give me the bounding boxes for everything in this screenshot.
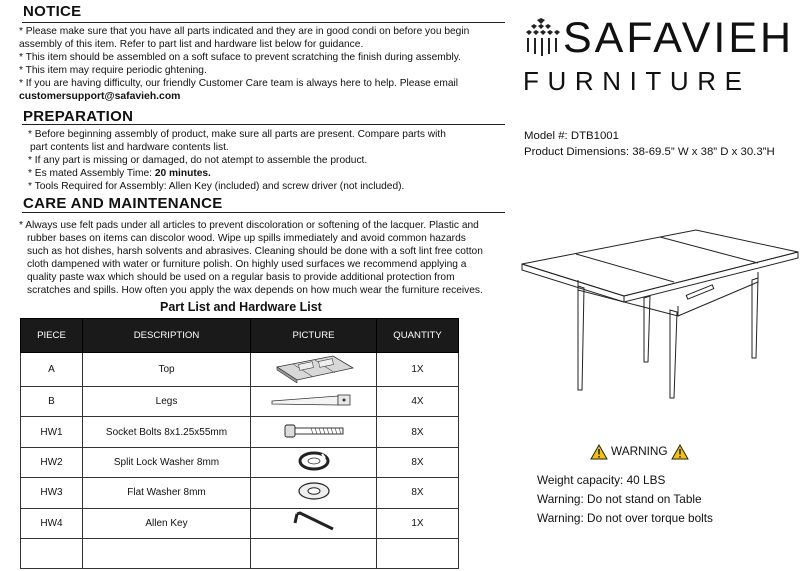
- warning-label: WARNING: [611, 444, 668, 458]
- care-line: such as hot dishes, harsh solvents and abrasives. Cleaning should be done with a soft lint free cotton: [27, 246, 483, 257]
- empty-cell: [83, 538, 251, 568]
- warning-icon: [590, 444, 608, 460]
- picture-cell: [251, 387, 377, 417]
- picture-cell: [251, 417, 377, 447]
- prep-time-value: 20 minutes.: [154, 168, 211, 179]
- warning-item: Warning: Do not over torque bolts: [537, 511, 713, 525]
- bolt-icon: [279, 422, 349, 440]
- care-line: quality paste wax which should be used on a regular basis to provide additional protection from: [27, 272, 455, 283]
- empty-cell: [21, 538, 83, 568]
- prep-line: part contents list and hardware contents list.: [30, 142, 229, 153]
- warning-list: [537, 471, 713, 528]
- brand-subtitle: FURNITURE: [523, 66, 751, 96]
- table-row: [21, 387, 459, 417]
- desc-cell: Legs: [83, 387, 251, 417]
- flat-washer-icon: [294, 480, 334, 502]
- warning-item: Weight capacity: 40 LBS: [537, 473, 666, 487]
- prep-line-time: [28, 167, 446, 180]
- table-row-empty: [21, 538, 459, 568]
- piece-cell: B: [21, 387, 83, 417]
- care-line: rubber bases on items can discolor wood. Wipe up spills immediately and avoid common hazards: [27, 233, 466, 244]
- leg-icon: [268, 390, 360, 410]
- qty-cell: 1X: [377, 508, 459, 538]
- table-row: [21, 508, 459, 538]
- safavieh-logo-icon: [522, 18, 560, 58]
- piece-cell: HW4: [21, 508, 83, 538]
- picture-cell: [251, 508, 377, 538]
- care-body: [19, 219, 483, 297]
- preparation-title: PREPARATION: [23, 108, 134, 125]
- brand-name: SAFAVIEH: [563, 14, 795, 62]
- care-line: * Always use felt pads under all articles to prevent discoloration or softening of the lacquer. Plastic and: [19, 220, 479, 231]
- empty-cell: [251, 538, 377, 568]
- product-info: [524, 128, 775, 160]
- care-title: CARE AND MAINTENANCE: [23, 195, 223, 212]
- picture-cell: [251, 478, 377, 508]
- picture-cell: [251, 353, 377, 387]
- parts-header-row: [21, 319, 459, 353]
- warning-header: [590, 442, 689, 461]
- notice-line: * This item should be assembled on a soft suface to prevent scratching the finish during assembly.: [19, 52, 461, 63]
- table-top-icon: [271, 353, 357, 383]
- prep-line: * If any part is missing or damaged, do not atempt to assemble the product.: [28, 155, 368, 166]
- empty-cell: [377, 538, 459, 568]
- table-row: [21, 478, 459, 508]
- qty-cell: 1X: [377, 353, 459, 387]
- table-row: [21, 353, 459, 387]
- notice-line: * This item may require periodic ghtening.: [19, 65, 207, 76]
- notice-line: * Please make sure that you have all parts indicated and they are in good condi on before you begin: [19, 26, 470, 37]
- header-picture: PICTURE: [251, 319, 377, 353]
- lock-washer-icon: [294, 449, 334, 473]
- preparation-body: [28, 128, 446, 193]
- desc-cell: Flat Washer 8mm: [83, 478, 251, 508]
- care-line: cloth dampened with water or furniture polish. On highly used surfaces we recommend applying a: [27, 259, 467, 270]
- prep-line: * Tools Required for Assembly: Allen Key (included) and screw driver (not included).: [28, 181, 405, 192]
- header-quantity: QUANTITY: [377, 319, 459, 353]
- header-piece: PIECE: [21, 319, 83, 353]
- support-email[interactable]: customersupport@safavieh.com: [19, 91, 181, 102]
- prep-line: * Before beginning assembly of product, make sure all parts are present. Compare parts with: [28, 129, 446, 140]
- parts-table: [20, 318, 459, 569]
- care-rule: [22, 212, 505, 213]
- desc-cell: Top: [83, 353, 251, 387]
- desc-cell: Socket Bolts 8x1.25x55mm: [83, 417, 251, 447]
- notice-line: assembly of this item. Refer to part list and hardware list below for guidance.: [19, 39, 364, 50]
- header-description: DESCRIPTION: [83, 319, 251, 353]
- product-dimensions: Product Dimensions: 38-69.5” W x 38” D x 30.3”H: [524, 146, 775, 158]
- warning-icon: [671, 444, 689, 460]
- picture-cell: [251, 447, 377, 477]
- piece-cell: HW1: [21, 417, 83, 447]
- model-number: Model #: DTB1001: [524, 130, 619, 142]
- table-illustration: [520, 212, 802, 400]
- allen-key-icon: [289, 509, 339, 535]
- parts-title: Part List and Hardware List: [160, 300, 322, 314]
- qty-cell: 8X: [377, 417, 459, 447]
- notice-rule: [22, 22, 505, 23]
- prep-time-label: * Es mated Assembly Time:: [28, 168, 155, 179]
- desc-cell: Split Lock Washer 8mm: [83, 447, 251, 477]
- qty-cell: 4X: [377, 387, 459, 417]
- notice-line: * If you are having difficulty, our friendly Customer Care team is always here to help. Please email: [19, 78, 459, 89]
- piece-cell: A: [21, 353, 83, 387]
- qty-cell: 8X: [377, 478, 459, 508]
- table-row: [21, 417, 459, 447]
- preparation-rule: [22, 124, 505, 125]
- table-row: [21, 447, 459, 477]
- warning-item: Warning: Do not stand on Table: [537, 492, 702, 506]
- care-line: scratches and spills. How often you apply the wax depends on how much wear the furniture receives.: [27, 285, 483, 296]
- desc-cell: Allen Key: [83, 508, 251, 538]
- piece-cell: HW3: [21, 478, 83, 508]
- notice-title: NOTICE: [23, 3, 82, 20]
- piece-cell: HW2: [21, 447, 83, 477]
- qty-cell: 8X: [377, 447, 459, 477]
- notice-body: [19, 25, 469, 103]
